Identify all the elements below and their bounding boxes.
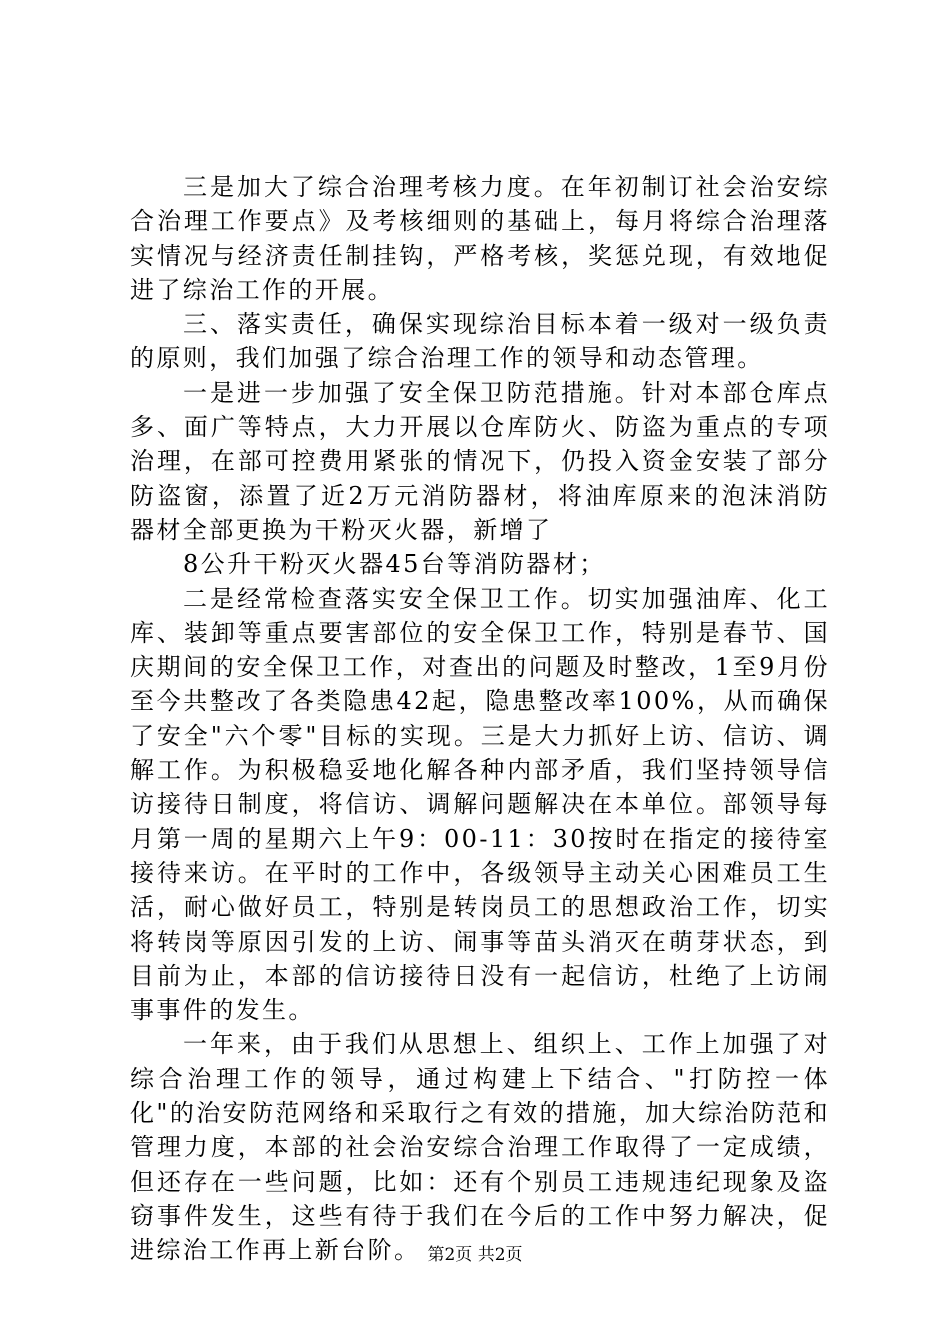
paragraph-fire-extinguishers: 8公升干粉灭火器45台等消防器材；	[183, 550, 606, 579]
paragraph-inspection: 二是经常检查落实安全保卫工作。切实加强油库、化工库、装卸等重点要害部位的安全保卫工作，特别是春节、国庆期间的安全保卫工作，对查出的问题及时整改，1至9月份至今共整改了各类隐患42起，隐患整改率100%，从而确保了安全"六个零"目标的实现。三是大力抓好上访、信访、调解工作。为积极稳妥地化解各种内部矛盾，我们坚持领导信访接待日制度，将信访、调解问题解决在本单位。部领导每月第一周的星期六上午9：00-11：30按时在指定的接待室接待来访。在平时的工作中，各级领导主动关心困难员工生活，耐心做好员工，特别是转岗员工的思想政治工作，切实将转岗等原因引发的上访、闹事等苗头消灭在萌芽状态，到目前为止，本部的信访接待日没有一起信访，杜绝了上访闹事事件的发生。	[130, 584, 830, 1025]
paragraph-summary: 一年来，由于我们从思想上、组织上、工作上加强了对综合治理工作的领导，通过构建上下结合、"打防控一体化"的治安防范网络和采取行之有效的措施，加大综治防范和管理力度，本部的社会治安综合治理工作取得了一定成绩，但还存在一些问题，比如：还有个别员工违规违纪现象及盗窃事件发生，这些有待于我们在今后的工作中努力解决，促进综治工作再上新台阶。	[130, 1030, 830, 1265]
document-body	[130, 170, 830, 1268]
paragraph-responsibility: 三、落实责任，确保实现综治目标本着一级对一级负责的原则，我们加强了综合治理工作的领导和动态管理。	[130, 310, 830, 373]
paragraph-assessment: 三是加大了综合治理考核力度。在年初制订社会治安综合治理工作要点》及考核细则的基础上，每月将综合治理落实情况与经济责任制挂钩，严格考核，奖惩兑现，有效地促进了综治工作的开展。	[130, 173, 830, 304]
paragraph-security-measures: 一是进一步加强了安全保卫防范措施。针对本部仓库点多、面广等特点，大力开展以仓库防火、防盗为重点的专项治理，在部可控费用紧张的情况下，仍投入资金安装了部分防盗窗，添置了近2万元消防器材，将油库原来的泡沫消防器材全部更换为干粉灭火器，新增了	[130, 378, 830, 544]
page-footer: 第2页 共2页	[427, 1245, 523, 1265]
